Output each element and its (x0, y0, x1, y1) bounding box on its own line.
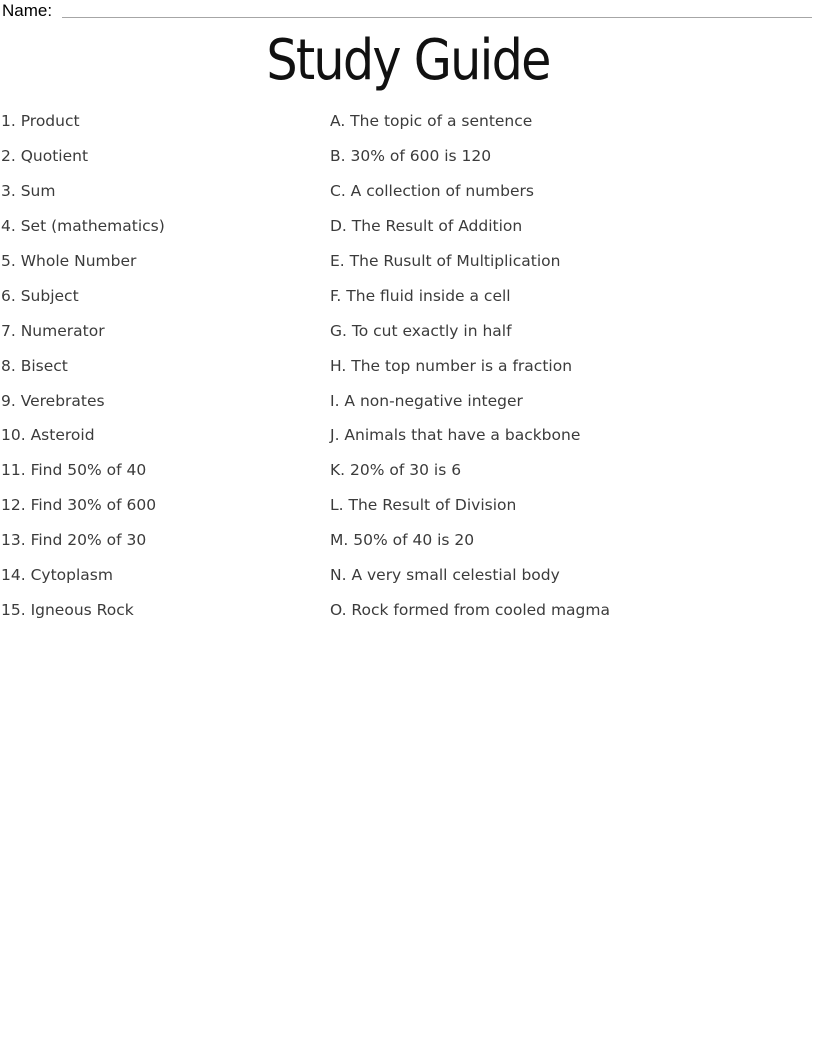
question-item-1: 1. Product (1, 112, 80, 131)
match-row (1, 453, 816, 488)
question-item-2: 2. Quotient (1, 147, 89, 166)
match-row (1, 418, 816, 453)
question-item-5: 5. Whole Number (1, 252, 137, 270)
match-row (1, 174, 816, 209)
question-item-13: 13. Find 20% of 30 (1, 531, 147, 550)
question-item-11: 11. Find 50% of 40 (1, 461, 147, 480)
question-item-3: 3. Sum (1, 182, 56, 201)
answer-item-d: D. The Result of Addition (330, 217, 523, 236)
answer-item-l: L. The Result of Division (330, 496, 517, 515)
match-row (1, 488, 816, 523)
question-item-12: 12. Find 30% of 600 (1, 496, 157, 515)
match-row (1, 383, 816, 418)
match-row (1, 523, 816, 558)
match-row (1, 209, 816, 244)
answer-item-m: M. 50% of 40 is 20 (330, 531, 475, 550)
answer-item-k: K. 20% of 30 is 6 (330, 461, 462, 480)
answer-item-f: F. The fluid inside a cell (330, 286, 511, 305)
question-item-14: 14. Cytoplasm (1, 566, 113, 585)
question-item-15: 15. Igneous Rock (1, 600, 134, 619)
answer-item-c: C. A collection of numbers (330, 182, 534, 201)
answer-item-g: G. To cut exactly in half (330, 321, 512, 340)
answer-item-h: H. The top number is a fraction (330, 356, 573, 375)
name-header (0, 0, 816, 22)
answer-item-n: N. A very small celestial body (330, 566, 560, 585)
answer-item-a: A. The topic of a sentence (330, 112, 533, 131)
match-row (1, 104, 816, 139)
question-item-9: 9. Verebrates (1, 391, 105, 410)
question-item-7: 7. Numerator (1, 321, 105, 340)
match-row (1, 278, 816, 313)
question-item-10: 10. Asteroid (1, 426, 95, 445)
name-blank-line (62, 0, 812, 18)
answer-item-o: O. Rock formed from cooled magma (330, 600, 610, 619)
name-label: Name: (2, 1, 53, 20)
answer-item-b: B. 30% of 600 is 120 (330, 147, 492, 166)
question-item-8: 8. Bisect (1, 356, 68, 375)
match-row (1, 348, 816, 383)
answer-item-j: J. Animals that have a backbone (330, 426, 581, 445)
matching-list (1, 104, 816, 627)
answer-item-i: I. A non-negative integer (330, 391, 523, 410)
match-row (1, 592, 816, 627)
match-row (1, 139, 816, 174)
match-row (1, 244, 816, 279)
match-row (1, 313, 816, 348)
answer-item-e: E. The Rusult of Multiplication (330, 252, 561, 270)
question-item-6: 6. Subject (1, 286, 79, 305)
question-item-4: 4. Set (mathematics) (1, 217, 165, 236)
match-row (1, 558, 816, 593)
page-title: Study Guide (266, 28, 550, 93)
